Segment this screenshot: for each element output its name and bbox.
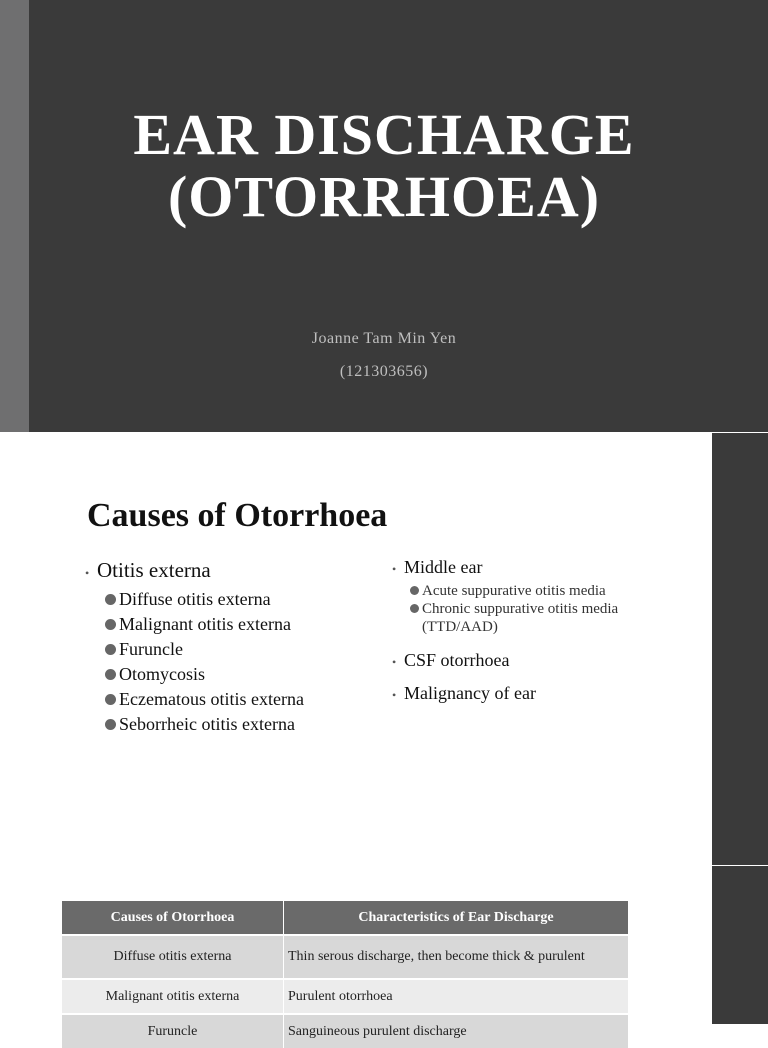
bullet-text: CSF otorrhoea <box>404 650 510 670</box>
sub-bullet <box>105 662 375 687</box>
title-line-2: (OTORRHOEA) <box>167 164 601 229</box>
bullet-icon: • <box>392 562 397 576</box>
sub-bullet <box>105 637 375 662</box>
sub-bullet <box>105 587 375 612</box>
sub-bullet <box>105 687 375 712</box>
sub-bullet-text: Furuncle <box>119 639 183 659</box>
sub-bullet <box>105 712 375 737</box>
sub-bullet-text: Eczematous otitis externa <box>119 689 304 709</box>
sub-bullet-text: Seborrheic otitis externa <box>119 714 295 734</box>
dot-icon <box>105 594 116 605</box>
column-header: Causes of Otorrhoea <box>62 901 284 935</box>
sub-bullet-text: Otomycosis <box>119 664 206 684</box>
bullet-item <box>85 558 375 583</box>
author-name: Joanne Tam Min Yen <box>311 330 457 347</box>
characteristics-table <box>62 901 629 1048</box>
sub-bullet <box>410 600 682 636</box>
sub-bullet-text: Diffuse otitis externa <box>119 589 271 609</box>
left-column <box>85 558 375 737</box>
slide-heading: Causes of Otorrhoea <box>87 497 388 534</box>
table-cell: Sanguineous purulent discharge <box>284 1014 629 1048</box>
table-slide <box>0 866 768 1039</box>
bullet-text: Otitis externa <box>97 558 211 582</box>
author-id: (121303656) <box>339 363 429 380</box>
bullet-item <box>392 683 682 704</box>
right-accent-bar <box>712 866 768 1024</box>
bullet-text: Middle ear <box>404 557 483 577</box>
bullet-item <box>392 650 682 671</box>
causes-slide <box>0 432 768 865</box>
table-cell: Diffuse otitis externa <box>62 935 284 979</box>
dot-icon <box>410 604 419 613</box>
dot-icon <box>105 669 116 680</box>
table-cell: Purulent otorrhoea <box>284 979 629 1014</box>
table-cell: Malignant otitis externa <box>62 979 284 1014</box>
sub-bullet-text: Malignant otitis externa <box>119 614 291 634</box>
sub-bullet-text: Chronic suppurative otitis media (TTD/AAD) <box>422 601 619 635</box>
title-slide <box>0 0 768 432</box>
bullet-icon: • <box>85 566 90 580</box>
dot-icon <box>105 719 116 730</box>
accent-bar <box>0 0 29 432</box>
right-column <box>392 557 682 708</box>
sub-bullet <box>105 612 375 637</box>
title-line-1: EAR DISCHARGE <box>133 102 635 167</box>
right-accent-bar <box>712 433 768 865</box>
table-row <box>62 979 629 1014</box>
table-row <box>62 935 629 979</box>
bullet-icon: • <box>392 688 397 702</box>
dot-icon <box>105 694 116 705</box>
sub-bullet <box>410 582 682 600</box>
bullet-text: Malignancy of ear <box>404 683 536 703</box>
column-header: Characteristics of Ear Discharge <box>284 901 629 935</box>
slide-title <box>29 104 739 228</box>
dot-icon <box>105 619 116 630</box>
table-cell: Thin serous discharge, then become thick & purulent <box>284 935 629 979</box>
sub-bullet-text: Acute suppurative otitis media <box>422 583 606 599</box>
table-header-row <box>62 901 629 935</box>
bullet-icon: • <box>392 655 397 669</box>
bullet-item <box>392 557 682 578</box>
dot-icon <box>105 644 116 655</box>
dot-icon <box>410 586 419 595</box>
table-cell: Furuncle <box>62 1014 284 1048</box>
table-row <box>62 1014 629 1048</box>
